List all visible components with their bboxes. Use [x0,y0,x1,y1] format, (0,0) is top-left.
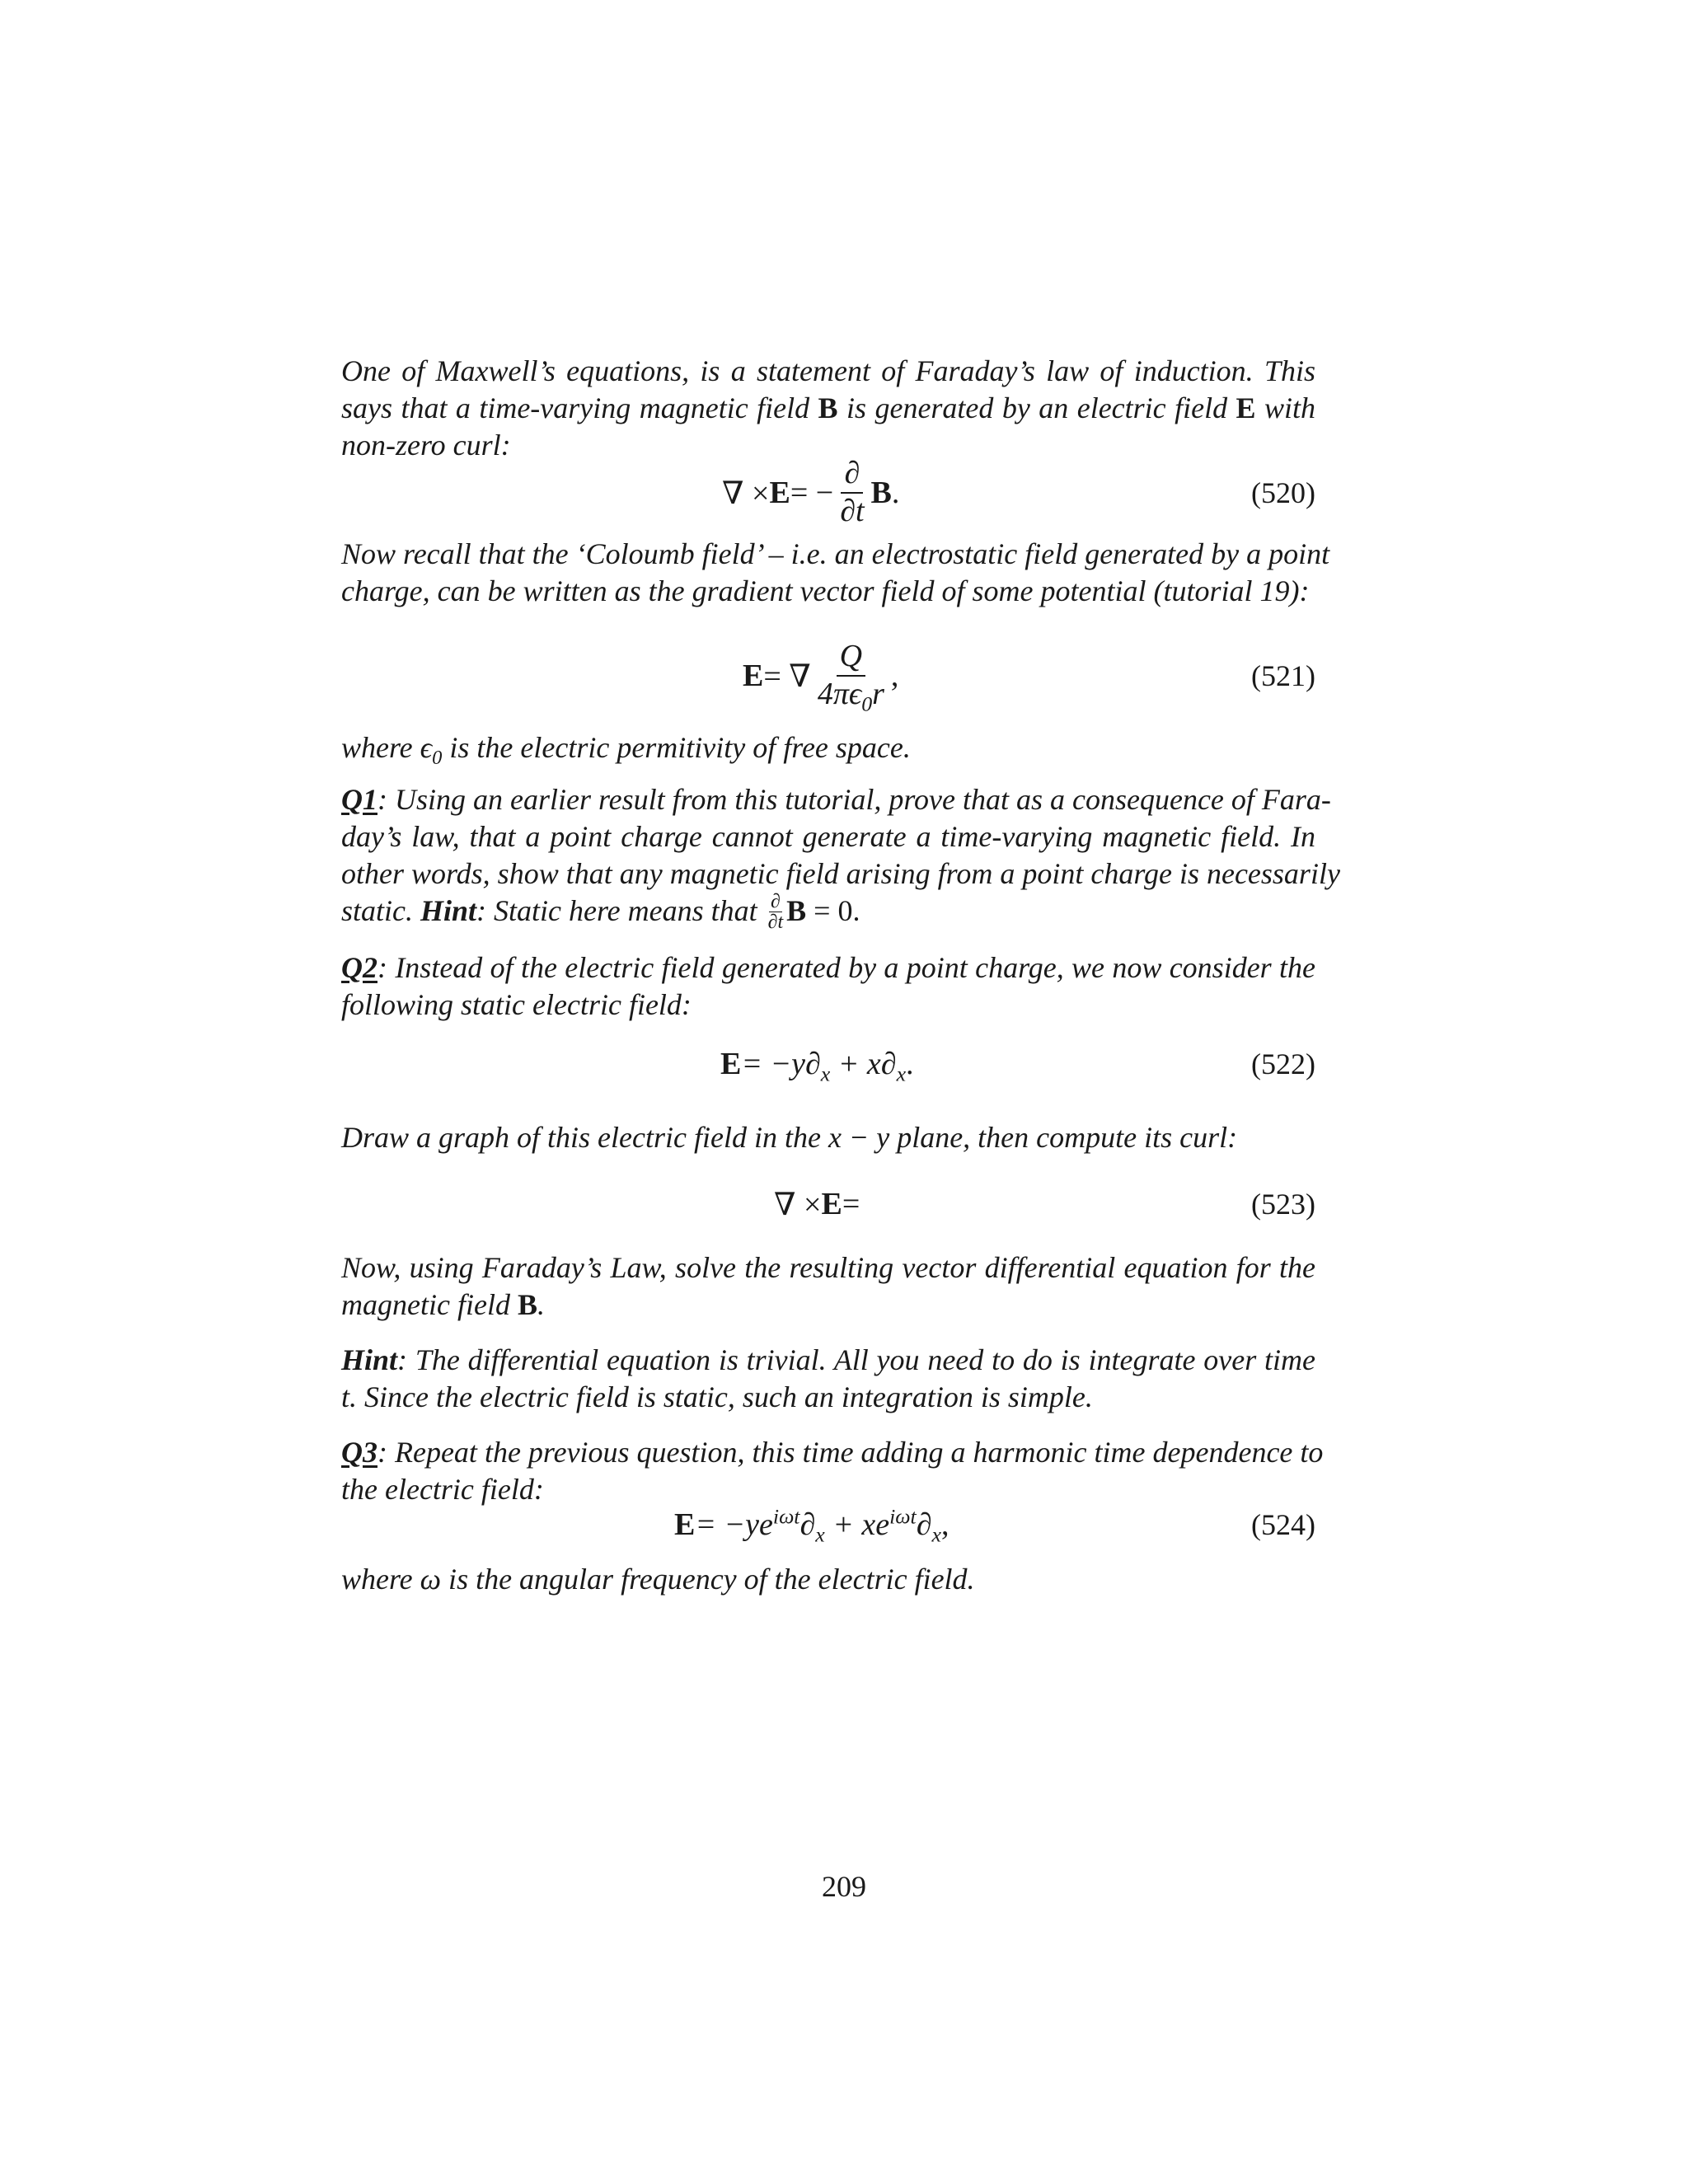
equation-521 [341,635,1315,717]
faraday-paragraph [341,1249,1315,1324]
rhs-text: ∂ [916,1507,932,1542]
q3-label: Q3 [341,1436,377,1469]
rhs-text: ∂ [799,1507,816,1542]
q1-text: : Static here means that [476,894,765,927]
intro-line-1: One of Maxwell’s equations, is a statement of Faraday’s law of induction. This [341,354,1315,387]
q1-line-2: day’s law, that a point charge cannot generate a time-varying magnetic field. In [341,820,1315,853]
fraction-numerator: ∂ [841,457,863,494]
subscript: x [896,1062,907,1086]
equation-521-body [743,635,898,717]
rhs-text: + x∂ [830,1047,897,1081]
q3-paragraph [341,1434,1324,1508]
equation-523-body [774,1175,860,1233]
subscript: x [815,1522,825,1547]
q2-paragraph [341,949,1315,1024]
q3-line-1 [341,1434,1324,1471]
subscript: 0 [861,691,873,716]
permittivity-paragraph [341,729,1315,770]
equation-number: (524) [1251,1508,1315,1541]
rhs-text: = −ye [695,1507,773,1542]
subscript: x [820,1062,831,1086]
intro-text: with [1255,391,1315,424]
fraction-numerator: Q [837,640,865,677]
q1-text: static. [341,894,420,927]
symbol-E: E [720,1047,742,1081]
intro-paragraph [341,353,1315,464]
permittivity-line [341,729,1315,770]
intro-text: says that a time-varying magnetic field [341,391,818,424]
equation-rhs [741,1046,914,1086]
equation-524 [341,1500,1315,1549]
equals-sign: = [842,1187,860,1221]
permittivity-text: where ϵ [341,731,433,764]
permittivity-text: is the electric permitivity of free space. [442,731,911,764]
equation-520 [341,456,1315,530]
equation-520-body [722,456,899,530]
coulomb-paragraph [341,536,1330,610]
q1-text: = 0. [806,894,860,927]
fraction-denominator [814,677,888,716]
faraday-line-2 [341,1286,1315,1324]
fraction-denominator: ∂t [840,494,865,528]
equals-minus: = − [790,476,834,510]
omega-line: where ω is the angular frequency of the electric field. [341,1563,975,1596]
page-number: 209 [822,1870,866,1903]
punctuation: , [890,658,899,693]
intro-text: is generated by an electric field [837,391,1236,424]
symbol-E: E [674,1507,696,1542]
q2-text: : Instead of the electric field generated by a point charge, we now consider the [377,951,1315,984]
hint-paragraph [341,1342,1315,1416]
draw-text: plane, then compute its curl: [889,1121,1238,1154]
rhs-text: + xe [824,1507,890,1542]
hint-label: Hint [341,1343,398,1376]
q2-line-2: following static electric field: [341,988,692,1021]
subscript: x [931,1522,941,1547]
faraday-text: magnetic field [341,1288,518,1321]
subscript: 0 [432,747,443,770]
hint-line-2: t. Since the electric field is static, such an integration is simple. [341,1380,1093,1413]
superscript: iωt [772,1504,800,1529]
punctuation: . [891,476,900,510]
equation-522 [341,1035,1315,1093]
denominator-text: r [872,677,884,711]
equation-523 [341,1175,1315,1233]
superscript: iωt [889,1504,917,1529]
denominator-text: 4πϵ [817,677,862,711]
rhs-text: = −y∂ [741,1047,821,1081]
equation-number: (523) [1251,1188,1315,1221]
partial-t-fraction [837,457,867,528]
fraction-denominator: ∂t [767,912,784,934]
draw-paragraph [341,1119,1315,1156]
intro-line-2 [341,390,1315,427]
equation-522-body [720,1035,914,1093]
equation-rhs [695,1504,950,1547]
punctuation: , [940,1507,950,1542]
coulomb-line-1: Now recall that the ‘Coloumb field’ – i.e. an electrostatic field generated by a point [341,537,1330,570]
equation-524-body [674,1500,949,1549]
symbol-E: E [769,476,790,510]
q2-label: Q2 [341,951,377,984]
draw-text: Draw a graph of this electric field in the [341,1121,828,1154]
q1-line-4 [341,893,1315,934]
equation-number: (521) [1251,659,1315,692]
q1-text: : Using an earlier result from this tutorial, prove that as a consequence of Fara- [377,783,1331,816]
punctuation: . [906,1047,914,1081]
curl-operator: ∇ × [722,476,770,511]
q2-line-1 [341,949,1315,987]
equation-number: (522) [1251,1047,1315,1080]
equation-number: (520) [1251,476,1315,509]
symbol-B: B [786,894,807,927]
q1-paragraph [341,781,1340,934]
q1-line-1 [341,781,1331,818]
q1-label: Q1 [341,783,377,816]
faraday-line-1: Now, using Faraday’s Law, solve the resulting vector differential equation for the [341,1251,1315,1284]
symbol-E: E [821,1187,842,1221]
coulomb-line-2: charge, can be written as the gradient vector field of some potential (tutorial 19): [341,574,1310,607]
partial-t-fraction [767,892,785,932]
symbol-B: B [517,1288,537,1321]
draw-line [341,1119,1315,1156]
hint-label: Hint [420,894,477,927]
hint-text: : The differential equation is trivial. All you need to do is integrate over time [397,1343,1315,1376]
symbol-B: B [818,391,838,424]
symbol-E: E [743,658,764,693]
symbol-B: B [870,476,892,510]
q3-text: : Repeat the previous question, this time adding a harmonic time dependence to [377,1436,1324,1469]
xy-plane-math: x − y [828,1121,890,1154]
q1-line-3: other words, show that any magnetic field arising from a point charge is necessarily [341,857,1340,890]
fraction-numerator: ∂ [770,891,781,913]
hint-line-1 [341,1342,1315,1379]
coulomb-fraction [814,639,888,716]
q3-line-2: the electric field: [341,1473,544,1506]
curl-operator: ∇ × [774,1187,822,1222]
intro-line-3: non-zero curl: [341,429,511,462]
symbol-E: E [1236,391,1256,424]
omega-paragraph [341,1561,1315,1598]
equals-gradient: = ∇ [763,658,811,694]
faraday-text: . [537,1288,545,1321]
